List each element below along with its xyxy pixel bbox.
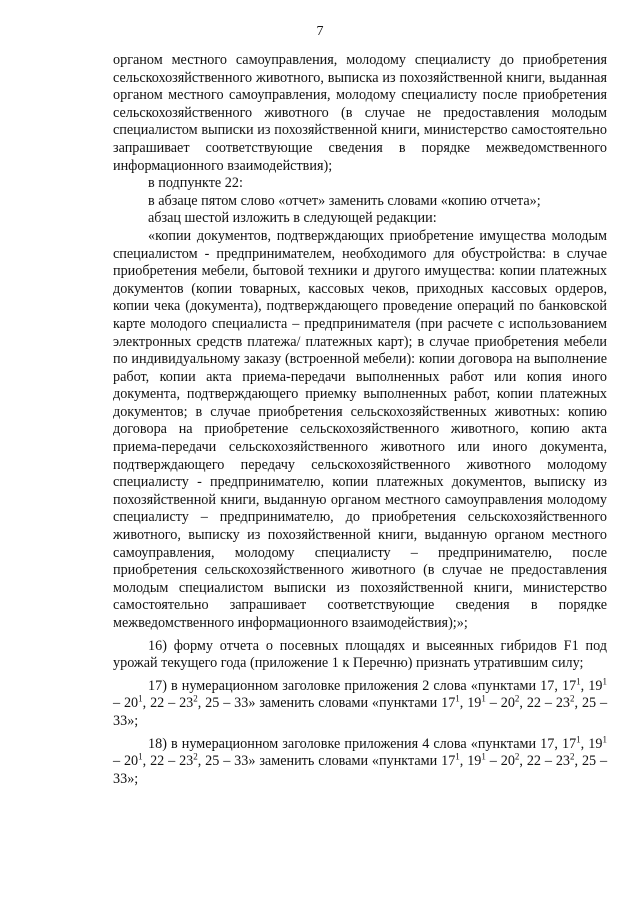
superscript: 1 — [138, 693, 143, 704]
superscript: 2 — [193, 751, 198, 762]
superscript: 1 — [602, 676, 607, 687]
superscript: 1 — [576, 733, 581, 744]
paragraph-continuation: органом местного самоуправления, молодому специалисту до приобретения сельскохозяйственного животного, выписка из похозяйственной книги, выданная органом местного самоуправления, молодому специалисту после приобретения сельскохозяйственного животного (в случае не предоставления молодым специалистом выписки из похозяйственной книги, министерство самостоятельно запрашивает соответствующие сведения в порядке межведомственного информационного взаимодействия); — [113, 52, 607, 174]
superscript: 1 — [481, 751, 486, 762]
superscript: 1 — [455, 693, 460, 704]
page-number: 7 — [316, 24, 324, 39]
superscript: 2 — [570, 693, 575, 704]
paragraph-item-17 — [113, 678, 607, 731]
item17-text-c: – 20 — [113, 695, 139, 712]
paragraph-quoted-text: «копии документов, подтверждающих приобретение имущества молодым специалистом - предпринимателем, необходимого для обустройства: в случае приобретения мебели, бытовой техники и другого имущества: копии платежных документов (копии товарных, кассовых чеков, приходных кассовых ордеров, копии чека (документа), подтверждающего проведение операций по банковской карте молодого специалиста – предпринимателя (при расчете с использованием электронных средств платежа/ платежных карт); в случае приобретения мебели по индивидуальному заказу (встроенной мебели): копии договора на выполнение работ, копии акта приема-передачи выполненных работ или копия иного документа, подтверждающего приемку выполненных работ, копии платежных документов; в случае приобретения сельскохозяйственных животных: копию договора на приобретение сельскохозяйственного животного, копию акта приема-передачи сельскохозяйственного животного или иного документа, подтверждающего передачу сельскохозяйственного животного молодому специалисту - предпринимателю, копии платежных документов, выписку из похозяйственной книги, выданную органом местного самоуправления молодому специалисту – предпринимателю, до приобретения сельскохозяйственного животного, выписку из похозяйственной книги, выданную органом местного самоуправления, молодому специалисту – предпринимателю, после приобретения сельскохозяйственного животного (в случае не предоставления молодым специалистом выписки из похозяйственной книги, министерство самостоятельно запрашивает соответствующие сведения в порядке межведомственного информационного взаимодействия);»; — [113, 227, 607, 631]
superscript: 2 — [514, 751, 520, 762]
item17-text-i: , 25 – 33»; — [113, 695, 608, 729]
item17-text-f: , 19 — [459, 695, 482, 712]
item18-text-i: , 25 – 33»; — [113, 753, 608, 787]
superscript: 1 — [138, 751, 143, 762]
item17-text-a: 17) в нумерационном заголовке приложения 2 слова «пунктами 17, 17 — [148, 677, 577, 694]
superscript: 2 — [570, 751, 575, 762]
item18-text-b: , 19 — [580, 735, 603, 752]
item18-text-e: , 25 – 33» заменить словами «пунктами 17 — [197, 753, 456, 770]
item17-text-b: , 19 — [580, 677, 603, 694]
paragraph-subpoint-22: в подпункте 22: — [148, 175, 243, 192]
paragraph-item-18 — [113, 733, 608, 789]
paragraph-fifth-abzac: в абзаце пятом слово «отчет» заменить словами «копию отчета»; — [148, 192, 541, 209]
item18-text-d: , 22 – 23 — [142, 753, 194, 770]
item17-text-d: , 22 – 23 — [142, 695, 194, 712]
superscript: 2 — [193, 693, 198, 704]
item18-text-f: , 19 — [459, 753, 482, 770]
item17-text-h: , 22 – 23 — [519, 695, 571, 712]
superscript: 2 — [514, 693, 520, 704]
paragraph-sixth-abzac: абзац шестой изложить в следующей редакции: — [148, 210, 437, 227]
item18-text-a: 18) в нумерационном заголовке приложения 4 слова «пунктами 17, 17 — [148, 735, 577, 752]
item18-text-h: , 22 – 23 — [519, 753, 571, 770]
superscript: 1 — [455, 751, 460, 762]
superscript: 1 — [481, 693, 486, 704]
superscript: 1 — [576, 676, 581, 687]
paragraph-item-16: 16) форму отчета о посевных площадях и высеянных гибридов F1 под урожай текущего года (приложение 1 к Перечню) признать утратившим силу; — [113, 637, 607, 672]
item17-text-g: – 20 — [485, 695, 515, 712]
superscript: 1 — [602, 733, 607, 744]
item18-text-g: – 20 — [485, 753, 515, 770]
item18-text-c: – 20 — [113, 753, 139, 770]
item17-text-e: , 25 – 33» заменить словами «пунктами 17 — [197, 695, 456, 712]
document-body — [113, 52, 607, 788]
